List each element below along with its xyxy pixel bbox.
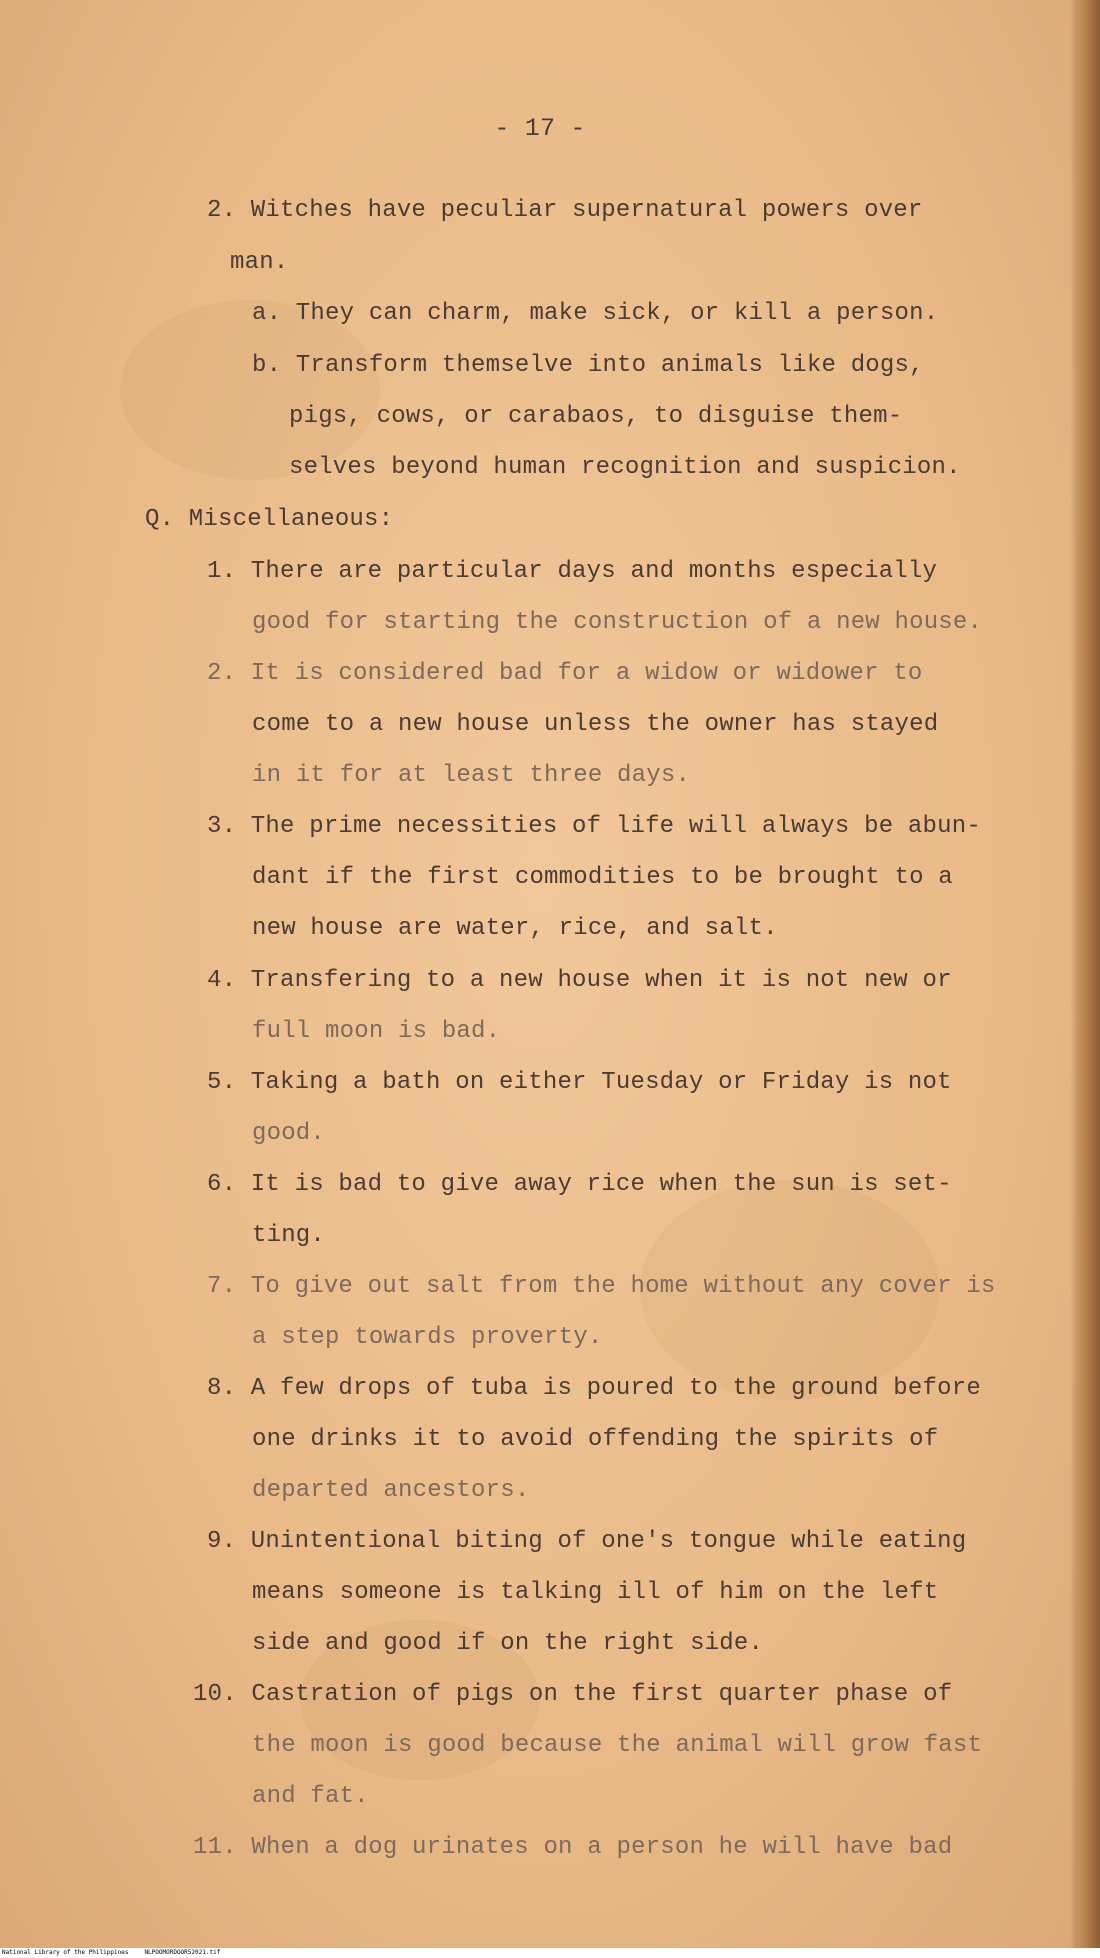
footer-library: National Library of the Philippines: [2, 1949, 129, 1956]
text-line: departed ancestors.: [252, 1477, 530, 1504]
text-line: 1. There are particular days and months especially: [207, 558, 938, 585]
text-line: means someone is talking ill of him on the left: [252, 1579, 939, 1606]
text-line: ting.: [252, 1222, 326, 1249]
text-line: 11. When a dog urinates on a person he will have bad: [193, 1834, 953, 1861]
text-line: a. They can charm, make sick, or kill a person.: [252, 300, 939, 327]
text-line: a step towards proverty.: [252, 1324, 603, 1351]
section-heading: Q. Miscellaneous:: [145, 506, 394, 533]
scan-footer: [0, 1948, 1100, 1958]
text-line: 2. It is considered bad for a widow or widower to: [207, 660, 923, 687]
text-line: full moon is bad.: [252, 1018, 501, 1045]
text-line: 9. Unintentional biting of one's tongue while eating: [207, 1528, 967, 1555]
text-line: good for starting the construction of a new house.: [252, 609, 983, 636]
text-line: side and good if on the right side.: [252, 1630, 764, 1657]
text-line: man.: [230, 249, 289, 276]
text-line: pigs, cows, or carabaos, to disguise them-: [289, 403, 903, 430]
text-line: 7. To give out salt from the home without any cover is: [207, 1273, 996, 1300]
page-edge: [1078, 0, 1100, 1948]
text-line: 5. Taking a bath on either Tuesday or Friday is not: [207, 1069, 952, 1096]
text-line: 4. Transfering to a new house when it is not new or: [207, 967, 952, 994]
text-line: and fat.: [252, 1783, 369, 1810]
text-line: b. Transform themselve into animals like dogs,: [252, 352, 924, 379]
text-line: selves beyond human recognition and suspicion.: [289, 454, 961, 481]
footer-file-code: NLPOOMORDOOR52021.tif: [144, 1949, 221, 1956]
text-line: the moon is good because the animal will grow fast: [252, 1732, 983, 1759]
text-line: come to a new house unless the owner has stayed: [252, 711, 939, 738]
text-line: 8. A few drops of tuba is poured to the ground before: [207, 1375, 981, 1402]
page-edge-shadow: [1070, 0, 1078, 1948]
text-line: good.: [252, 1120, 326, 1147]
text-line: 2. Witches have peculiar supernatural powers over: [207, 197, 923, 224]
text-line: in it for at least three days.: [252, 762, 691, 789]
text-line: new house are water, rice, and salt.: [252, 915, 778, 942]
text-line: 10. Castration of pigs on the first quarter phase of: [193, 1681, 953, 1708]
page-number: - 17 -: [494, 114, 586, 143]
text-line: dant if the first commodities to be brought to a: [252, 864, 953, 891]
text-line: one drinks it to avoid offending the spirits of: [252, 1426, 939, 1453]
text-line: 6. It is bad to give away rice when the sun is set-: [207, 1171, 952, 1198]
text-line: 3. The prime necessities of life will always be abun-: [207, 813, 981, 840]
